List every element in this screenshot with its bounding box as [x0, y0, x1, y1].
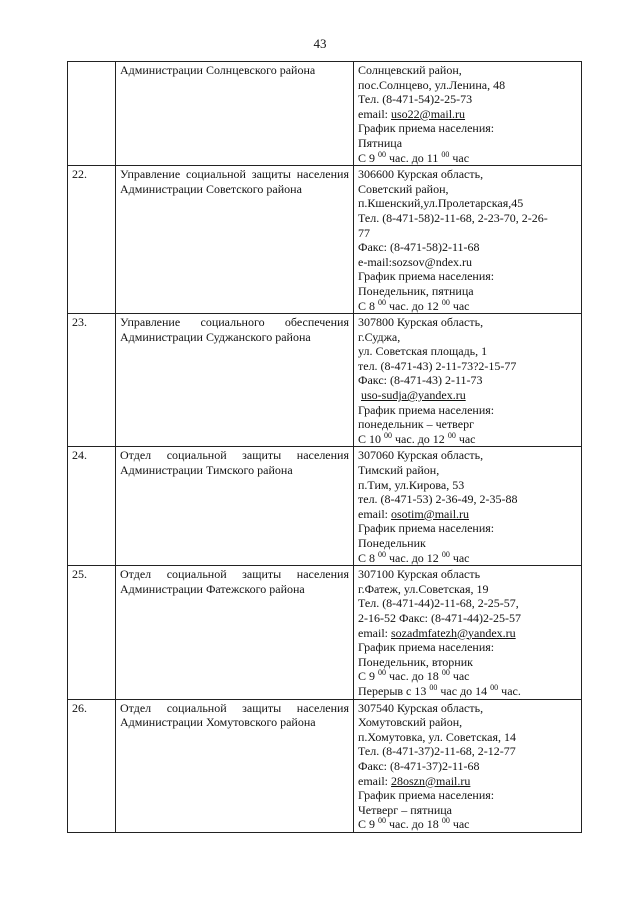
row-number — [68, 62, 116, 166]
time-text: час — [455, 431, 476, 446]
schedule-time — [358, 684, 577, 699]
email-link[interactable]: osotim@mail.ru — [391, 506, 470, 521]
contact-line: 307100 Курская область — [358, 567, 481, 582]
contact-line: Советский район, — [358, 181, 449, 196]
time-text: час — [449, 669, 470, 684]
contact-line: Четверг – пятница — [358, 802, 452, 817]
organization-name: Управление социального обеспечения Администрации Суджанского района — [116, 314, 354, 447]
contact-line: Тел. (8-471-54)2-25-73 — [358, 92, 473, 107]
table-row — [68, 566, 582, 699]
contact-info — [354, 314, 582, 447]
contact-line: понедельник – четверг — [358, 417, 475, 432]
organization-name: Отдел социальной защиты населения Администрации Хомутовского района — [116, 699, 354, 832]
time-minutes: 00 — [384, 430, 393, 440]
schedule-time — [358, 669, 577, 684]
time-minutes: 00 — [447, 430, 456, 440]
contact-line: Факс: (8-471-37)2-11-68 — [358, 758, 480, 773]
contact-line: Хомутовский район, — [358, 715, 463, 730]
contact-line: Факс: (8-471-43) 2-11-73 — [358, 373, 483, 388]
table-body — [68, 62, 582, 833]
time-text: С 8 — [358, 550, 379, 565]
time-text: час. до 12 — [386, 298, 442, 313]
row-number: 22. — [68, 166, 116, 314]
row-number: 26. — [68, 699, 116, 832]
contact-line: Понедельник — [358, 536, 426, 550]
time-text: час. до 12 — [392, 431, 448, 446]
schedule-time — [358, 151, 577, 166]
table-row — [68, 166, 582, 314]
contact-line: Понедельник, пятница — [358, 283, 474, 298]
contact-line: п.Хомутовка, ул. Советская, 14 — [358, 729, 517, 744]
contact-line: тел. (8-471-53) 2-36-49, 2-35-88 — [358, 492, 518, 507]
table-row — [68, 447, 582, 566]
time-minutes: 00 — [429, 682, 438, 692]
contact-line: Факс: (8-471-58)2-11-68 — [358, 240, 480, 255]
email-label: email: — [358, 625, 391, 640]
time-text: час — [449, 817, 470, 832]
contact-line: п.Кшенский,ул.Пролетарская,45 — [358, 196, 524, 211]
time-minutes: 00 — [378, 668, 387, 678]
time-text: час. до 18 — [386, 817, 442, 832]
contact-info — [354, 447, 582, 566]
time-minutes: 00 — [378, 549, 387, 559]
contact-line: График приема населения: — [358, 521, 495, 536]
time-text: час. — [498, 683, 521, 698]
contact-line: Пятница — [358, 135, 403, 150]
organization-name: Отдел социальной защиты населения Администрации Фатежского района — [116, 566, 354, 699]
organization-name: Администрации Солнцевского района — [116, 62, 354, 166]
schedule-time — [358, 432, 577, 447]
contact-line: ул. Советская площадь, 1 — [358, 344, 488, 359]
contact-line: График приема населения: — [358, 402, 495, 417]
time-text: С 8 — [358, 298, 379, 313]
contact-line: 307060 Курская область, — [358, 448, 484, 463]
time-text: час — [449, 550, 470, 565]
time-text: час до 14 — [437, 683, 491, 698]
contact-info — [354, 699, 582, 832]
contact-line: пос.Солнцево, ул.Ленина, 48 — [358, 77, 506, 92]
contact-line: 307540 Курская область, — [358, 700, 484, 715]
schedule-time — [358, 299, 577, 314]
time-minutes: 00 — [378, 297, 387, 307]
time-text: час. до 12 — [386, 550, 442, 565]
contacts-table — [67, 61, 582, 833]
time-minutes: 00 — [490, 682, 499, 692]
email-line — [358, 507, 577, 522]
email-label: email: — [358, 506, 391, 521]
row-number: 24. — [68, 447, 116, 566]
contact-line: 306600 Курская область, — [358, 167, 484, 182]
time-minutes: 00 — [441, 549, 450, 559]
email-link[interactable]: uso-sudja@yandex.ru — [361, 388, 466, 403]
row-number: 25. — [68, 566, 116, 699]
organization-name: Отдел социальной защиты населения Администрации Тимского района — [116, 447, 354, 566]
time-text: С 9 — [358, 150, 379, 165]
time-minutes: 00 — [441, 668, 450, 678]
email-line — [358, 626, 577, 641]
contact-line: 77 — [358, 225, 370, 240]
email-line — [358, 107, 577, 122]
schedule-time — [358, 817, 577, 832]
email-line — [358, 774, 577, 789]
email-link[interactable]: sozadmfatezh@yandex.ru — [391, 625, 516, 640]
contact-line: Тел. (8-471-37)2-11-68, 2-12-77 — [358, 744, 516, 759]
contact-line: График приема населения: — [358, 788, 495, 803]
contact-line: г.Фатеж, ул.Советская, 19 — [358, 581, 489, 596]
table-row — [68, 62, 582, 166]
time-text: час. до 18 — [386, 669, 442, 684]
contact-line: График приема населения: — [358, 640, 495, 655]
email-label: email: — [358, 106, 391, 121]
email-link[interactable]: uso22@mail.ru — [391, 106, 466, 121]
contact-line: г.Суджа, — [358, 329, 401, 344]
organization-name: Управление социальной защиты населения Администрации Советского района — [116, 166, 354, 314]
contact-line: 2-16-52 Факс: (8-471-44)2-25-57 — [358, 610, 521, 625]
table-row — [68, 699, 582, 832]
contact-info — [354, 566, 582, 699]
contact-line: e-mail:sozsov@ndex.ru — [358, 254, 473, 269]
time-text: Перерыв с 13 — [358, 683, 430, 698]
contact-line: График приема населения: — [358, 269, 495, 284]
time-text: С 9 — [358, 669, 379, 684]
time-minutes: 00 — [441, 149, 450, 159]
time-text: час — [449, 298, 470, 313]
time-minutes: 00 — [441, 297, 450, 307]
contact-line: Солнцевский район, — [358, 63, 462, 77]
contact-info — [354, 166, 582, 314]
email-line — [358, 388, 577, 403]
contact-line: тел. (8-471-43) 2-11-73?2-15-77 — [358, 358, 517, 373]
contact-line: Понедельник, вторник — [358, 654, 473, 669]
time-minutes: 00 — [378, 149, 387, 159]
contact-line: Тел. (8-471-58)2-11-68, 2-23-70, 2-26- — [358, 210, 548, 225]
table-row — [68, 314, 582, 447]
time-minutes: 00 — [441, 816, 450, 826]
row-number: 23. — [68, 314, 116, 447]
email-label: email: — [358, 773, 391, 788]
time-text: час — [449, 150, 470, 165]
contact-line: Тимский район, — [358, 463, 440, 478]
email-link[interactable]: 28oszn@mail.ru — [391, 773, 471, 788]
contact-line: График приема населения: — [358, 121, 495, 136]
contact-info — [354, 62, 582, 166]
time-minutes: 00 — [378, 816, 387, 826]
contact-line: 307800 Курская область, — [358, 315, 484, 330]
time-text: С 9 — [358, 817, 379, 832]
contact-line: п.Тим, ул.Кирова, 53 — [358, 477, 465, 492]
page-number: 43 — [313, 36, 327, 51]
schedule-time — [358, 551, 577, 566]
contact-line: Тел. (8-471-44)2-11-68, 2-25-57, — [358, 596, 519, 611]
time-text: час. до 11 — [386, 150, 442, 165]
time-text: С 10 — [358, 431, 385, 446]
